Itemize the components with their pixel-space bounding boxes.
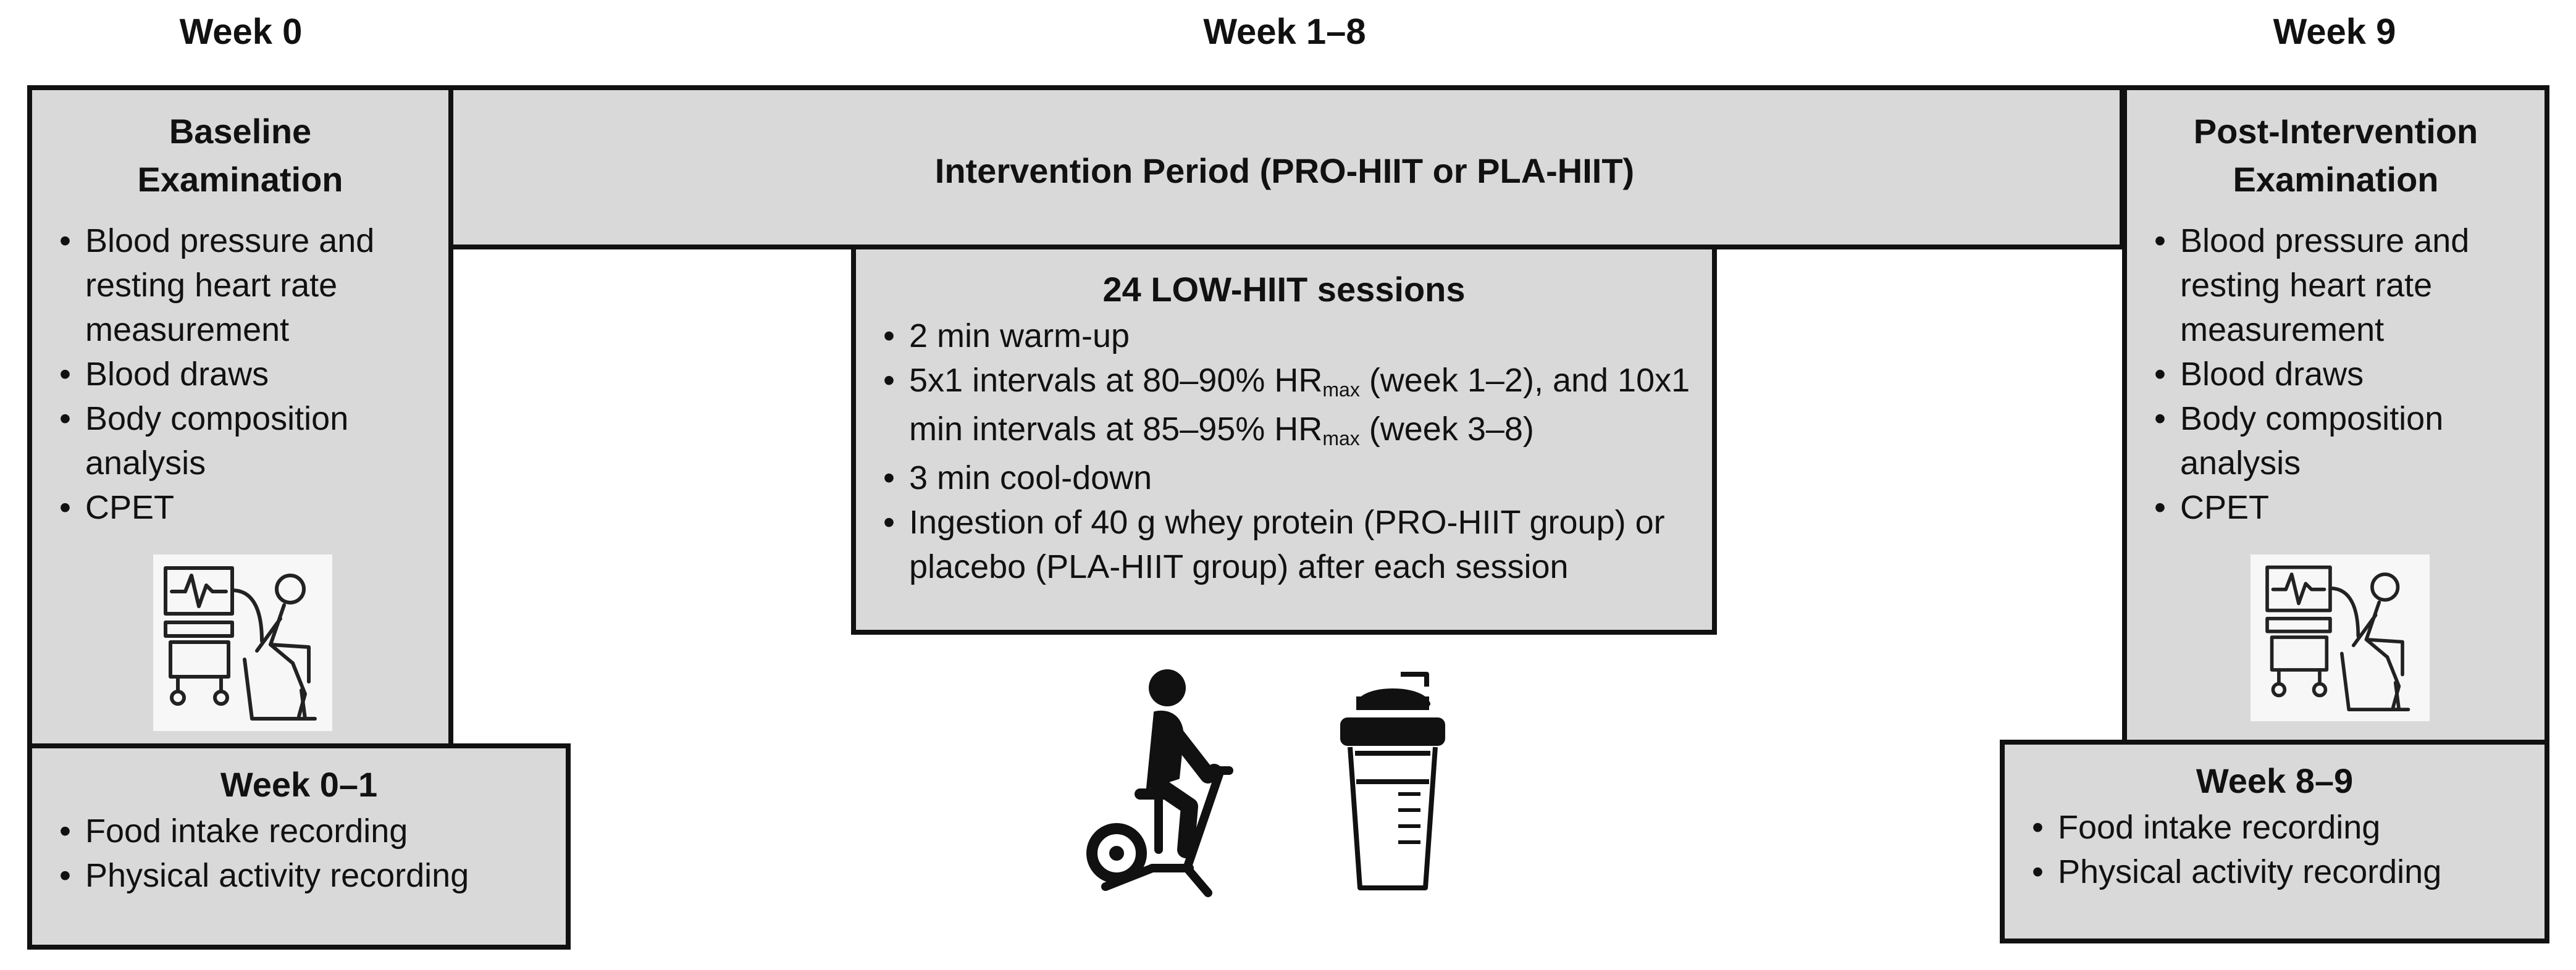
list-item: • Blood draws (2154, 352, 2532, 396)
header-week-0: Week 0 (179, 12, 303, 52)
interval-text-a: 5x1 intervals at 80–90% HR (909, 362, 1323, 399)
hrmax-subscript: max (1322, 378, 1360, 401)
list-item: • Food intake recording (59, 809, 553, 853)
intervention-period-title: Intervention Period (PRO-HIIT or PLA-HIIT) (934, 151, 1635, 190)
list-item: • Blood draws (59, 352, 436, 396)
list-item: • Blood pressure and resting heart rate measurement (2154, 219, 2532, 352)
week-0-1-box (27, 743, 571, 950)
week-8-9-list (2032, 805, 2532, 894)
week-8-9-box (2000, 740, 2549, 943)
interval-text-c: (week 3–8) (1359, 411, 1534, 448)
baseline-title-line2: Examination (137, 160, 343, 199)
baseline-title-line1: Baseline (169, 112, 312, 151)
baseline-list (59, 219, 436, 530)
list-item: • CPET (59, 485, 436, 530)
cpet-icon (2251, 554, 2430, 721)
week-8-9-title: Week 8–9 (2196, 761, 2354, 800)
list-item (883, 358, 1700, 456)
baseline-examination-box (27, 85, 453, 750)
sessions-list (883, 314, 1700, 589)
header-week-9: Week 9 (2273, 12, 2396, 52)
list-item: • CPET (2154, 485, 2532, 530)
post-title-line2: Examination (2233, 160, 2439, 199)
list-item: • Physical activity recording (59, 853, 553, 898)
week-0-1-title: Week 0–1 (220, 765, 378, 804)
interval-text-b: (week 1–2), and 10x1 min intervals at 85–95% HR (909, 362, 1690, 448)
intervention-period-box (445, 85, 2125, 249)
week-0-1-list (59, 809, 553, 898)
list-item: • Body composition analysis (59, 396, 436, 485)
list-item: • 3 min cool-down (883, 456, 1700, 500)
list-item: • Body composition analysis (2154, 396, 2532, 485)
hrmax-subscript: max (1322, 427, 1360, 449)
list-item: • Food intake recording (2032, 805, 2532, 850)
stationary-bike-icon (1081, 664, 1241, 901)
list-item: • 2 min warm-up (883, 314, 1700, 358)
shaker-bottle-icon (1334, 671, 1451, 897)
list-item: • Blood pressure and resting heart rate measurement (59, 219, 436, 352)
sessions-box (851, 245, 1717, 635)
list-item: • Physical activity recording (2032, 850, 2532, 894)
header-week-1-8: Week 1–8 (1203, 12, 1366, 52)
list-item: • Ingestion of 40 g whey protein (PRO-HIIT group) or placebo (PLA-HIIT group) after each session (883, 500, 1700, 589)
post-intervention-box (2122, 85, 2549, 746)
sessions-title: 24 LOW-HIIT sessions (1102, 270, 1466, 309)
post-title-line1: Post-Intervention (2193, 112, 2478, 151)
cpet-icon (153, 554, 332, 731)
post-list (2154, 219, 2532, 530)
